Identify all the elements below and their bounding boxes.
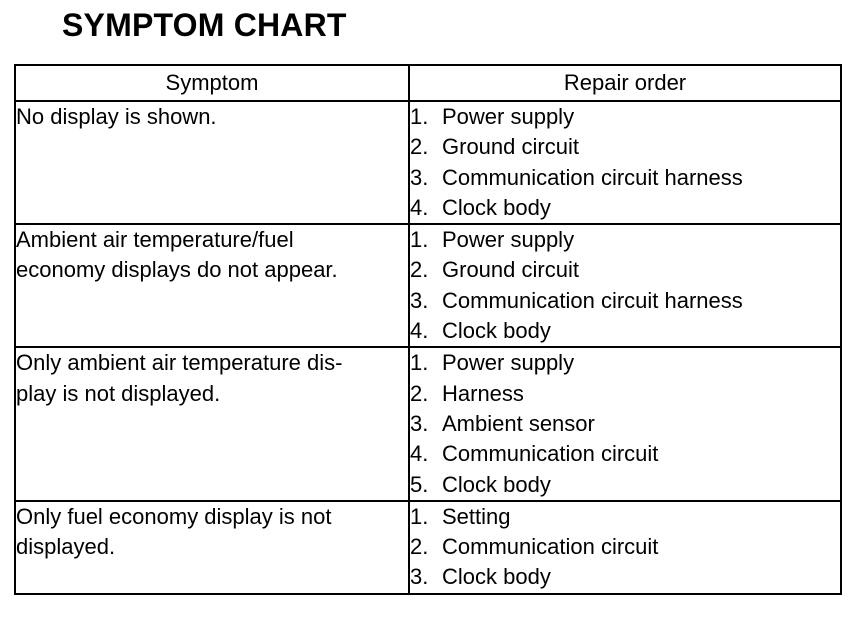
repair-step [410, 316, 840, 346]
repair-step-text: Communication circuit harness [442, 164, 743, 190]
repair-step [410, 255, 840, 285]
repair-step-number: 3. [410, 564, 429, 590]
page-title: SYMPTOM CHART [62, 7, 347, 43]
table-row [15, 101, 841, 224]
symptom-text-line: displayed. [16, 534, 116, 560]
repair-step-text: Power supply [442, 227, 575, 253]
repair-step-number: 4. [410, 194, 429, 220]
symptom-chart-table [14, 64, 842, 595]
repair-step [410, 502, 840, 532]
repair-step-number: 1. [410, 503, 429, 529]
repair-step [410, 132, 840, 162]
symptom-text-line: Ambient air temperature/fuel [16, 227, 294, 253]
table-row [15, 347, 841, 500]
repair-step-number: 1. [410, 104, 429, 129]
repair-step [410, 470, 840, 500]
symptom-cell [15, 101, 409, 224]
table-row [15, 224, 841, 347]
repair-step-number: 4. [410, 441, 429, 467]
repair-step-number: 2. [410, 380, 429, 406]
repair-step-number: 2. [410, 534, 429, 560]
repair-step [410, 439, 840, 469]
repair-step-text: Clock body [442, 564, 551, 590]
repair-step-text: Power supply [442, 350, 575, 376]
repair-step-text: Clock body [442, 318, 551, 344]
repair-order-cell [409, 347, 841, 500]
repair-step-number: 1. [410, 350, 429, 376]
repair-order-cell [409, 101, 841, 224]
repair-step-text: Ambient sensor [442, 410, 595, 436]
repair-step-text: Ground circuit [442, 134, 579, 160]
repair-step-number: 5. [410, 471, 429, 497]
repair-step-number: 2. [410, 257, 429, 283]
repair-step-text: Communication circuit harness [442, 287, 743, 313]
repair-step-number: 3. [410, 410, 429, 436]
repair-step-text: Clock body [442, 471, 551, 497]
repair-step-number: 3. [410, 164, 429, 190]
repair-step-text: Communication circuit [442, 441, 659, 467]
table-row [15, 501, 841, 594]
repair-step [410, 163, 840, 193]
repair-step [410, 193, 840, 223]
repair-step [410, 532, 840, 562]
symptom-cell [15, 501, 409, 594]
repair-step [410, 409, 840, 439]
repair-step-text: Harness [442, 380, 524, 406]
repair-step [410, 348, 840, 378]
symptom-cell [15, 224, 409, 347]
repair-step-text: Clock body [442, 194, 551, 220]
table-header-row [15, 65, 841, 101]
repair-step [410, 562, 840, 592]
repair-step-number: 3. [410, 287, 429, 313]
repair-step [410, 379, 840, 409]
symptom-cell [15, 347, 409, 500]
repair-step-text: Power supply [442, 104, 575, 129]
symptom-text-line: play is not displayed. [16, 380, 221, 406]
repair-step-number: 4. [410, 318, 429, 344]
symptom-text-line: No display is shown. [16, 104, 217, 129]
repair-step [410, 102, 840, 132]
header-symptom: Symptom [15, 65, 409, 101]
repair-step-text: Ground circuit [442, 257, 579, 283]
repair-step-number: 2. [410, 134, 429, 160]
repair-step [410, 225, 840, 255]
repair-step-number: 1. [410, 227, 429, 253]
header-repair-order: Repair order [409, 65, 841, 101]
repair-step-text: Communication circuit [442, 534, 659, 560]
symptom-text-line: Only fuel economy display is not [16, 503, 332, 529]
repair-order-cell [409, 224, 841, 347]
symptom-text-line: economy displays do not appear. [16, 257, 338, 283]
symptom-text-line: Only ambient air temperature dis- [16, 350, 343, 376]
repair-step [410, 286, 840, 316]
repair-order-cell [409, 501, 841, 594]
repair-step-text: Setting [442, 503, 511, 529]
